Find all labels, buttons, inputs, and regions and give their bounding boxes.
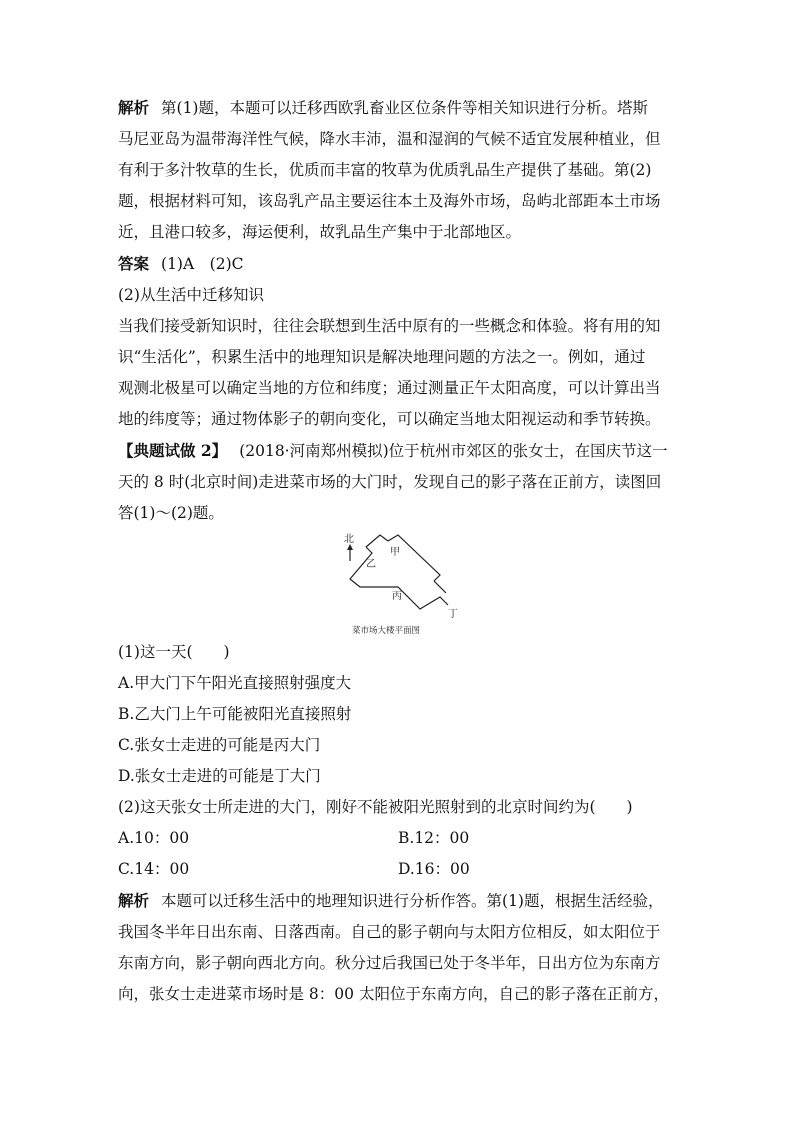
answer-line [118, 248, 678, 280]
analysis1-line-3: 有利于多汁牧草的生长，优质而丰富的牧草为优质乳品生产提供了基础。第(2) [118, 161, 652, 179]
question2-options-row-1 [118, 823, 678, 854]
section-line-1: 当我们接受新知识时，往往会联想到生活中原有的一些概念和体验。将有用的知 [118, 317, 661, 335]
market-floor-plan-diagram [336, 533, 496, 637]
question1-option-a: A.甲大门下午阳光直接照射强度大 [118, 674, 352, 692]
analysis2-line-1 [118, 885, 678, 917]
analysis2-line-2: 我国冬半年日出东南、日落西南。自己的影子朝向与太阳方位相反，如太阳位于 [118, 923, 661, 941]
example-line-2: 天的 8 时(北京时间)走进菜市场的大门时，发现自己的影子落在正前方，读图回 [118, 473, 662, 491]
section-heading: (2)从生活中迁移知识 [118, 286, 264, 304]
question2-option-c: C.14：00 [118, 860, 190, 878]
question1-stem: (1)这一天( ) [118, 643, 230, 661]
analysis2-text-1: 本题可以迁移生活中的地理知识进行分析作答。第(1)题，根据生活经验， [161, 892, 664, 910]
building-outline-edge [434, 581, 446, 593]
example-line-3: 答(1)～(2)题。 [118, 504, 224, 522]
figure-caption: 菜市场大楼平面图 [352, 626, 421, 636]
analysis2-line-4: 向，张女士走进菜市场时是 8：00 太阳位于东南方向，自己的影子落在正前方， [118, 985, 669, 1003]
section-line-4: 地的纬度等；通过物体影子的朝向变化，可以确定当地太阳视运动和季节转换。 [118, 410, 661, 428]
analysis1-line-1 [118, 92, 678, 124]
section-line-3: 观测北极星可以确定当地的方位和纬度；通过测量正午太阳高度，可以计算出当 [118, 379, 661, 397]
analysis1-line-5: 近，且港口较多，海运便利，故乳品生产集中于北部地区。 [118, 223, 522, 241]
building-outline-top [366, 535, 388, 547]
gate-label-ding: 丁 [448, 609, 458, 620]
question2-stem: (2)这天张女士所走进的大门，刚好不能被阳光照射到的北京时间约为( ) [118, 798, 633, 816]
question1-option-c: C.张女士走进的可能是丙大门 [118, 736, 321, 754]
north-label: 北 [344, 534, 354, 545]
analysis1-text-1: 第(1)题，本题可以迁移西欧乳畜业区位条件等相关知识进行分析。塔斯 [161, 99, 648, 117]
question2-option-d: D.16：00 [398, 860, 470, 878]
section-line-2: 识“生活化”，积累生活中的地理知识是解决地理问题的方法之一。例如，通过 [118, 348, 646, 366]
document-page [118, 92, 678, 1010]
example-line-1 [118, 435, 678, 467]
question1-option-b: B.乙大门上午可能被阳光直接照射 [118, 705, 352, 723]
market-floor-plan-figure [118, 529, 678, 637]
building-outline-right [388, 535, 440, 581]
question2-option-b: B.12：00 [398, 829, 470, 847]
analysis2-label: 解析 [118, 891, 150, 910]
question1-option-d: D.张女士走进的可能是丁大门 [118, 767, 321, 785]
analysis1-line-2: 马尼亚岛为温带海洋性气候，降水丰沛，温和湿润的气候不适宜发展种植业，但 [118, 130, 661, 148]
gate-label-jia: 甲 [390, 547, 400, 558]
answer-text: (1)A (2)C [161, 255, 244, 273]
gate-label-yi: 乙 [366, 559, 376, 570]
example-label: 【典题试做 2】 [118, 441, 228, 460]
gate-label-bing: 丙 [392, 591, 402, 602]
answer-label: 答案 [118, 254, 150, 273]
question2-option-a: A.10：00 [118, 829, 190, 847]
analysis1-label: 解析 [118, 98, 150, 117]
example-text-1: (2018·河南郑州模拟)位于杭州市郊区的张女士，在国庆节这一 [239, 442, 668, 460]
question2-options-row-2 [118, 854, 678, 885]
analysis2-line-3: 东南方向，影子朝向西北方向。秋分过后我国已处于冬半年，日出方位为东南方 [118, 954, 661, 972]
analysis1-line-4: 题，根据材料可知，该岛乳产品主要运往本土及海外市场，岛屿北部距本土市场 [118, 192, 661, 210]
